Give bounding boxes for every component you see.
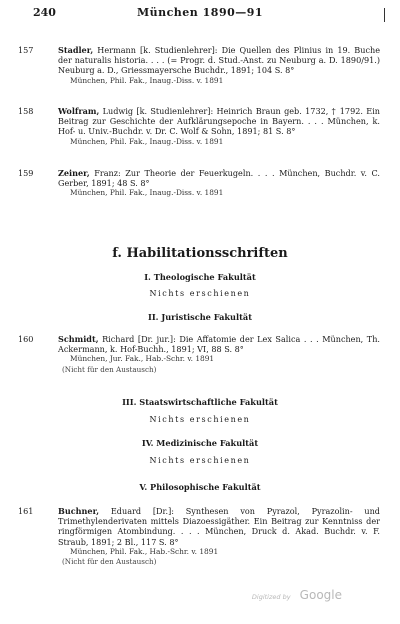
entry-text: Franz: Zur Theorie der Feuerkugeln. . . . München, Buchdr. v. C. Gerber, 1891; 48 S. 8° — [58, 168, 381, 189]
running-head: München 1890—91 — [136, 6, 264, 19]
exchange-note: (Nicht für den Austausch) — [62, 364, 157, 374]
page-number: 240 — [33, 6, 56, 19]
entry-source: München, Phil. Fak., Hab.-Schr. v. 1891 — [70, 546, 219, 556]
entry-source: München, Phil. Fak., Inaug.-Diss. v. 1891 — [70, 188, 224, 198]
entry-number: 158 — [18, 106, 34, 116]
entry-number: 160 — [18, 334, 34, 344]
bibliography-entry-160 — [18, 334, 380, 375]
faculty-heading-law: II. Juristische Fakultät — [148, 312, 252, 322]
nothing-published-note: Nichts erschienen — [149, 456, 251, 465]
entry-number: 161 — [18, 506, 34, 516]
entry-text: Ludwig [k. Studienlehrer]: Heinrich Braun geb. 1732, † 1792. Ein Beitrag zur Geschichte der Aufklärungsepoche in Bayern. . . . München, k. Hof- u. Univ.-Buchdr. v. Dr. C. Wolf & Sohn, 1891; 81 S. 8° — [58, 106, 380, 137]
watermark-brand: Google — [299, 588, 342, 602]
entry-text: Hermann [k. Studienlehrer]: Die Quellen des Plinius in 19. Buche der naturalis historia. . . . (= Progr. d. Stud.-Anst. zu Neuburg a. D. 1890/91.) Neuburg a. D., Griessmayersche Buchdr., 1891; 104 S. 8° — [58, 45, 380, 76]
entry-author: Schmidt, — [58, 334, 99, 344]
entry-author: Zeiner, — [58, 168, 90, 178]
entry-author: Buchner, — [58, 506, 100, 516]
entry-text: Eduard [Dr.]: Synthesen von Pyrazol, Pyrazolin- und Trimethylenderivaten mittels Diazoessigäther. Ein Beitrag zur Kenntniss der ringförmigen Atombindung. . . . München, Druck d. Akad. Buchdr. v. F. Straub, 1891; 2 Bl., 117 S. 8° — [58, 506, 380, 547]
exchange-note: (Nicht für den Austausch) — [62, 557, 157, 567]
entry-number: 159 — [18, 168, 34, 178]
entry-source: München, Jur. Fak., Hab.-Schr. v. 1891 — [70, 354, 215, 364]
bibliography-entry-159 — [18, 168, 380, 199]
entry-source: München, Phil. Fak., Inaug.-Diss. v. 1891 — [70, 75, 224, 85]
bibliography-entry-161 — [18, 506, 380, 567]
faculty-heading-philosophy: V. Philosophische Fakultät — [139, 482, 261, 492]
faculty-heading-theology: I. Theologische Fakultät — [144, 272, 256, 282]
nothing-published-note: Nichts erschienen — [149, 415, 251, 424]
faculty-heading-medicine: IV. Medizinische Fakultät — [141, 438, 259, 448]
bibliography-entry-157 — [18, 45, 380, 86]
entry-text: Richard [Dr. jur.]: Die Affatomie der Lex Salica . . . München, Th. Ackermann, k. Hof-Buchh., 1891; VI, 88 S. 8° — [58, 334, 380, 355]
nothing-published-note: Nichts erschienen — [149, 289, 251, 298]
bibliography-entry-158 — [18, 106, 380, 147]
entry-number: 157 — [18, 45, 34, 55]
section-title: f. Habilitationsschriften — [112, 246, 288, 261]
watermark-prefix: Digitized by — [251, 593, 291, 601]
margin-mark — [384, 8, 385, 22]
entry-source: München, Phil. Fak., Inaug.-Diss. v. 1891 — [70, 136, 224, 146]
google-watermark — [252, 584, 342, 603]
faculty-heading-economics: III. Staatswirtschaftliche Fakultät — [122, 397, 278, 407]
entry-author: Wolfram, — [58, 106, 100, 116]
entry-author: Stadler, — [58, 45, 94, 55]
